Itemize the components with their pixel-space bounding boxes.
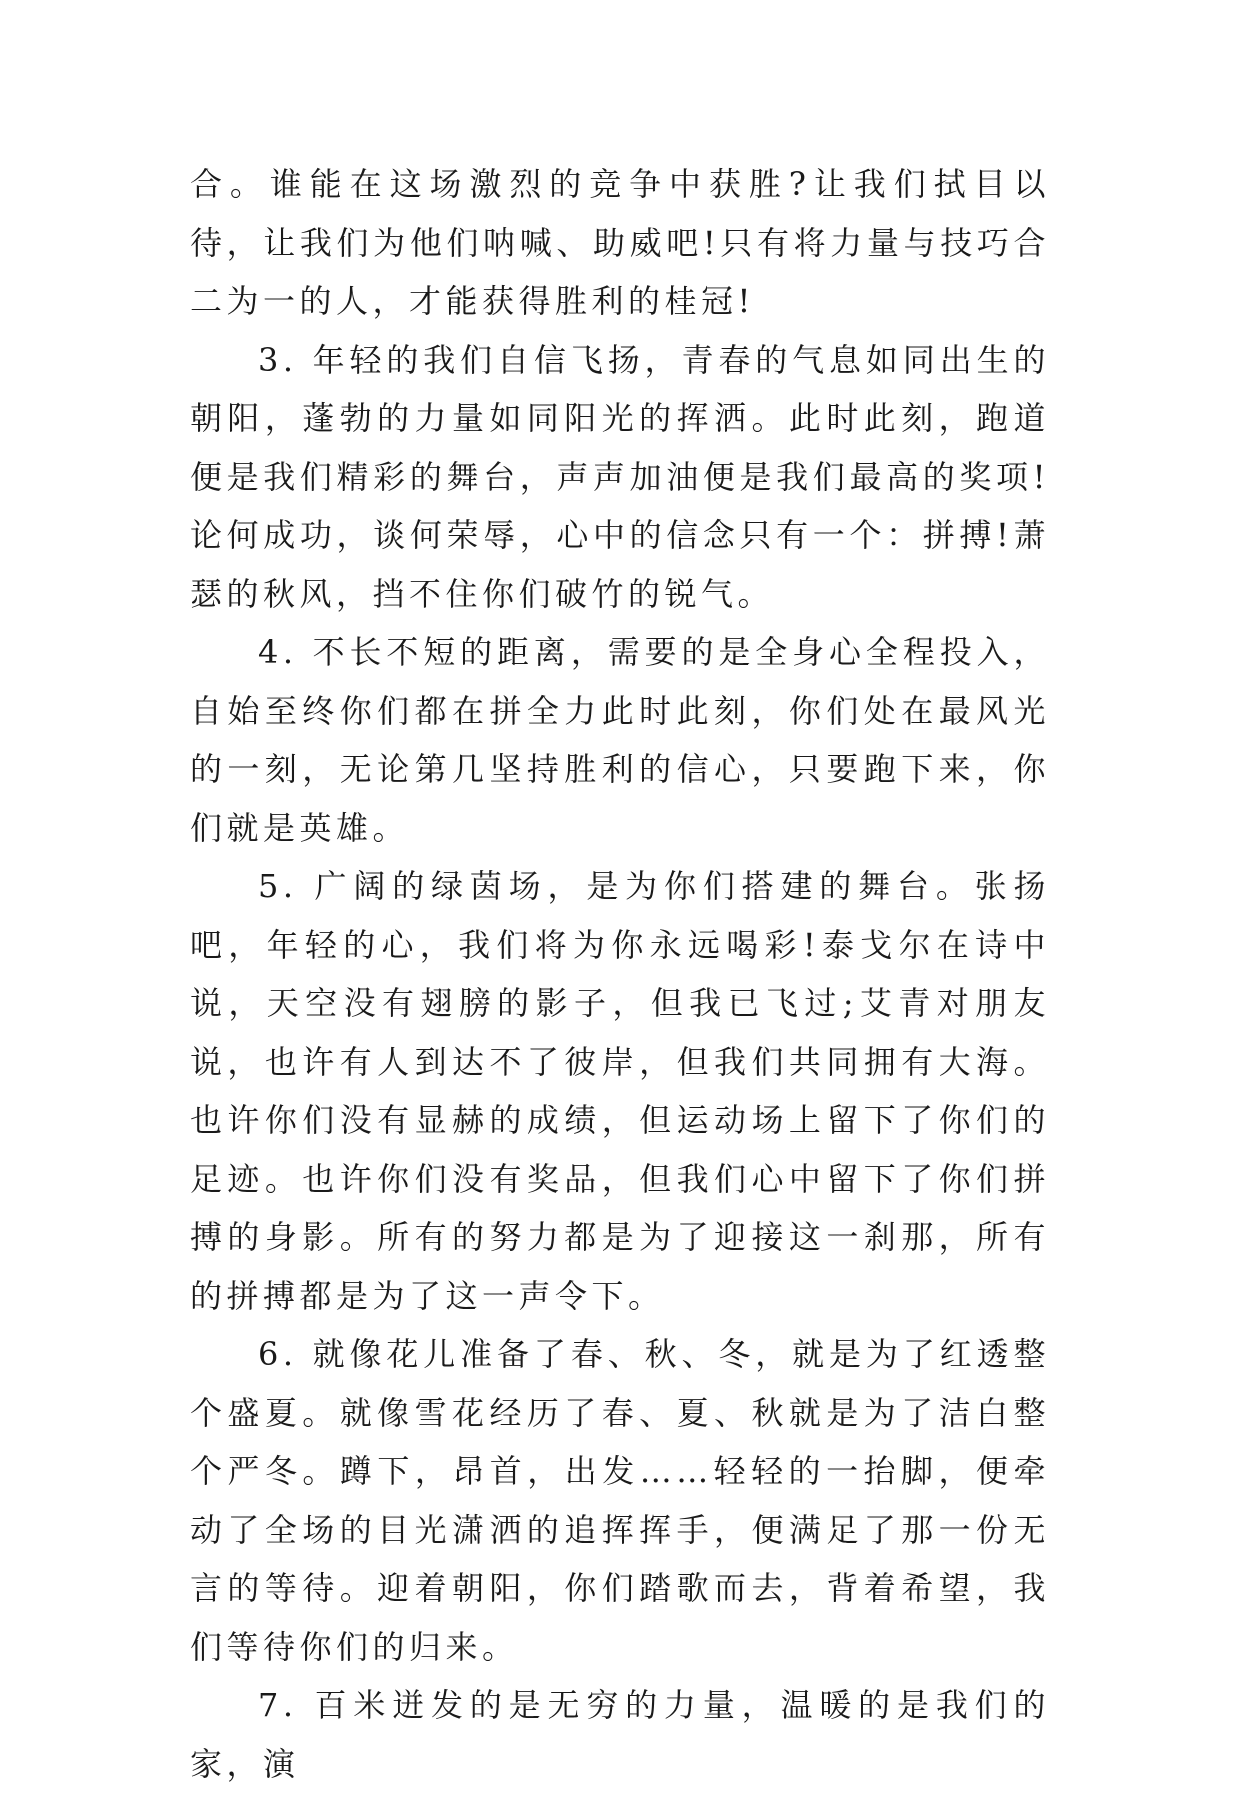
paragraph-5: 5. 广阔的绿茵场，是为你们搭建的舞台。张扬吧，年轻的心，我们将为你永远喝彩!泰戈尔在诗中说，天空没有翅膀的影子，但我已飞过;艾青对朋友说，也许有人到达不了彼岸，但我们共同拥有大海。也许你们没有显赫的成绩，但运动场上留下了你们的足迹。也许你们没有奖品，但我们心中留下了你们拼搏的身影。所有的努力都是为了迎接这一刹那，所有的拼搏都是为了这一声令下。 — [190, 867, 1050, 1315]
paragraph-4: 4. 不长不短的距离，需要的是全身心全程投入，自始至终你们都在拼全力此时此刻，你们处在最风光的一刻，无论第几坚持胜利的信心，只要跑下来，你们就是英雄。 — [190, 633, 1050, 847]
paragraph-7: 7. 百米迸发的是无穷的力量，温暖的是我们的家，演 — [190, 1686, 1050, 1783]
paragraph-3: 3. 年轻的我们自信飞扬，青春的气息如同出生的朝阳，蓬勃的力量如同阳光的挥洒。此时此刻，跑道便是我们精彩的舞台，声声加油便是我们最高的奖项!论何成功，谈何荣辱，心中的信念只有一个：拼搏!萧瑟的秋风，挡不住你们破竹的锐气。 — [190, 340, 1050, 613]
document-body — [190, 155, 1050, 1793]
paragraph-6: 6. 就像花儿准备了春、秋、冬，就是为了红透整个盛夏。就像雪花经历了春、夏、秋就是为了洁白整个严冬。蹲下，昂首，出发……轻轻的一抬脚，便牵动了全场的目光潇洒的追挥挥手，便满足了那一份无言的等待。迎着朝阳，你们踏歌而去，背着希望，我们等待你们的归来。 — [190, 1335, 1050, 1666]
paragraph-continued: 合。谁能在这场激烈的竞争中获胜?让我们拭目以待，让我们为他们呐喊、助威吧!只有将力量与技巧合二为一的人，才能获得胜利的桂冠! — [190, 165, 1050, 320]
